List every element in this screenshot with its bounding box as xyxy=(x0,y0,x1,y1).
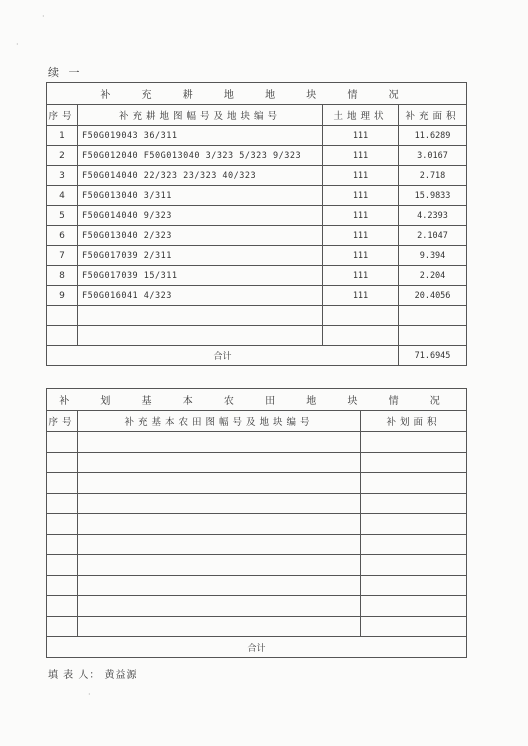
row-area: 4.2393 xyxy=(399,206,467,226)
row-land-status: 111 xyxy=(323,186,399,206)
table-row xyxy=(47,534,467,555)
row-index xyxy=(47,452,78,473)
row-map-sheet-parcel xyxy=(78,616,361,637)
table-row xyxy=(47,186,467,206)
row-map-sheet-parcel xyxy=(78,326,323,346)
row-area: 15.9833 xyxy=(399,186,467,206)
table-title-row xyxy=(47,389,467,411)
row-map-sheet-parcel xyxy=(78,575,361,596)
row-map-sheet-parcel xyxy=(78,452,361,473)
row-index xyxy=(47,432,78,453)
scan-speck: · xyxy=(16,40,19,49)
row-index xyxy=(47,326,78,346)
table-title: 补 充 耕 地 地 块 情 况 xyxy=(47,83,467,105)
total-value: 71.6945 xyxy=(399,346,467,366)
table-row xyxy=(47,514,467,535)
row-map-sheet-parcel xyxy=(78,534,361,555)
scan-speck: · xyxy=(88,690,91,699)
row-land-status: 111 xyxy=(323,226,399,246)
row-index: 5 xyxy=(47,206,78,226)
row-area xyxy=(399,326,467,346)
row-map-sheet-parcel: F50G013040 2/323 xyxy=(78,226,323,246)
row-index: 8 xyxy=(47,266,78,286)
table-row xyxy=(47,166,467,186)
table-row xyxy=(47,126,467,146)
table-title: 补 划 基 本 农 田 地 块 情 况 xyxy=(47,389,467,411)
row-area xyxy=(361,616,467,637)
table-total-row xyxy=(47,637,467,658)
table-title-row xyxy=(47,83,467,105)
basic-farmland-table xyxy=(46,388,467,658)
total-label: 合计 xyxy=(47,346,399,366)
table-row xyxy=(47,596,467,617)
row-map-sheet-parcel xyxy=(78,432,361,453)
row-map-sheet-parcel: F50G013040 3/311 xyxy=(78,186,323,206)
total-label: 合计 xyxy=(47,637,467,658)
row-land-status: 111 xyxy=(323,286,399,306)
row-index xyxy=(47,514,78,535)
row-map-sheet-parcel: F50G014040 22/323 23/323 40/323 xyxy=(78,166,323,186)
header-area: 补充面积 xyxy=(399,105,467,126)
row-area xyxy=(361,555,467,576)
row-area xyxy=(361,473,467,494)
row-area: 2.718 xyxy=(399,166,467,186)
row-area xyxy=(361,534,467,555)
header-map-sheet-parcel: 补充耕地图幅号及地块编号 xyxy=(78,105,323,126)
table-header-row xyxy=(47,105,467,126)
table-row xyxy=(47,473,467,494)
row-area xyxy=(361,493,467,514)
row-index xyxy=(47,534,78,555)
row-land-status xyxy=(323,306,399,326)
row-land-status: 111 xyxy=(323,146,399,166)
row-index: 1 xyxy=(47,126,78,146)
row-area: 2.204 xyxy=(399,266,467,286)
row-index xyxy=(47,596,78,617)
table-row xyxy=(47,226,467,246)
row-index xyxy=(47,306,78,326)
row-map-sheet-parcel: F50G017039 2/311 xyxy=(78,246,323,266)
row-area xyxy=(361,575,467,596)
row-index: 4 xyxy=(47,186,78,206)
row-index xyxy=(47,473,78,494)
row-map-sheet-parcel: F50G017039 15/311 xyxy=(78,266,323,286)
scan-speck: · xyxy=(42,12,45,21)
row-index: 9 xyxy=(47,286,78,306)
row-land-status: 111 xyxy=(323,266,399,286)
row-map-sheet-parcel: F50G014040 9/323 xyxy=(78,206,323,226)
row-land-status: 111 xyxy=(323,206,399,226)
row-index xyxy=(47,493,78,514)
row-land-status: 111 xyxy=(323,126,399,146)
row-map-sheet-parcel: F50G019043 36/311 xyxy=(78,126,323,146)
row-area xyxy=(361,596,467,617)
row-area: 9.394 xyxy=(399,246,467,266)
row-land-status: 111 xyxy=(323,166,399,186)
table-row xyxy=(47,493,467,514)
table-row xyxy=(47,575,467,596)
row-map-sheet-parcel xyxy=(78,596,361,617)
row-area: 2.1047 xyxy=(399,226,467,246)
table-row xyxy=(47,306,467,326)
row-map-sheet-parcel xyxy=(78,493,361,514)
table-total-row xyxy=(47,346,467,366)
header-index: 序号 xyxy=(47,105,78,126)
row-map-sheet-parcel xyxy=(78,514,361,535)
row-index xyxy=(47,616,78,637)
row-area xyxy=(361,432,467,453)
table-row xyxy=(47,616,467,637)
table-row xyxy=(47,286,467,306)
row-area: 20.4056 xyxy=(399,286,467,306)
header-index: 序号 xyxy=(47,411,78,432)
row-index xyxy=(47,575,78,596)
row-index: 7 xyxy=(47,246,78,266)
table-row xyxy=(47,432,467,453)
header-land-status: 土地理状 xyxy=(323,105,399,126)
row-area xyxy=(399,306,467,326)
row-map-sheet-parcel xyxy=(78,555,361,576)
row-map-sheet-parcel: F50G016041 4/323 xyxy=(78,286,323,306)
table-row xyxy=(47,146,467,166)
table-row xyxy=(47,246,467,266)
table-row xyxy=(47,326,467,346)
filled-by-footer: 填 表 人： 黄益源 xyxy=(48,670,138,681)
row-map-sheet-parcel: F50G012040 F50G013040 3/323 5/323 9/323 xyxy=(78,146,323,166)
row-area: 11.6289 xyxy=(399,126,467,146)
row-land-status: 111 xyxy=(323,246,399,266)
table-row xyxy=(47,452,467,473)
continued-label: 续 一 xyxy=(48,66,83,79)
row-area xyxy=(361,452,467,473)
row-index: 6 xyxy=(47,226,78,246)
row-area: 3.0167 xyxy=(399,146,467,166)
header-area: 补划面积 xyxy=(361,411,467,432)
header-map-sheet-parcel: 补充基本农田图幅号及地块编号 xyxy=(78,411,361,432)
table-row xyxy=(47,555,467,576)
table-header-row xyxy=(47,411,467,432)
row-map-sheet-parcel xyxy=(78,473,361,494)
row-map-sheet-parcel xyxy=(78,306,323,326)
supplementary-farmland-table xyxy=(46,82,467,366)
row-land-status xyxy=(323,326,399,346)
row-index: 2 xyxy=(47,146,78,166)
table-row xyxy=(47,266,467,286)
row-index: 3 xyxy=(47,166,78,186)
row-index xyxy=(47,555,78,576)
table-row xyxy=(47,206,467,226)
row-area xyxy=(361,514,467,535)
